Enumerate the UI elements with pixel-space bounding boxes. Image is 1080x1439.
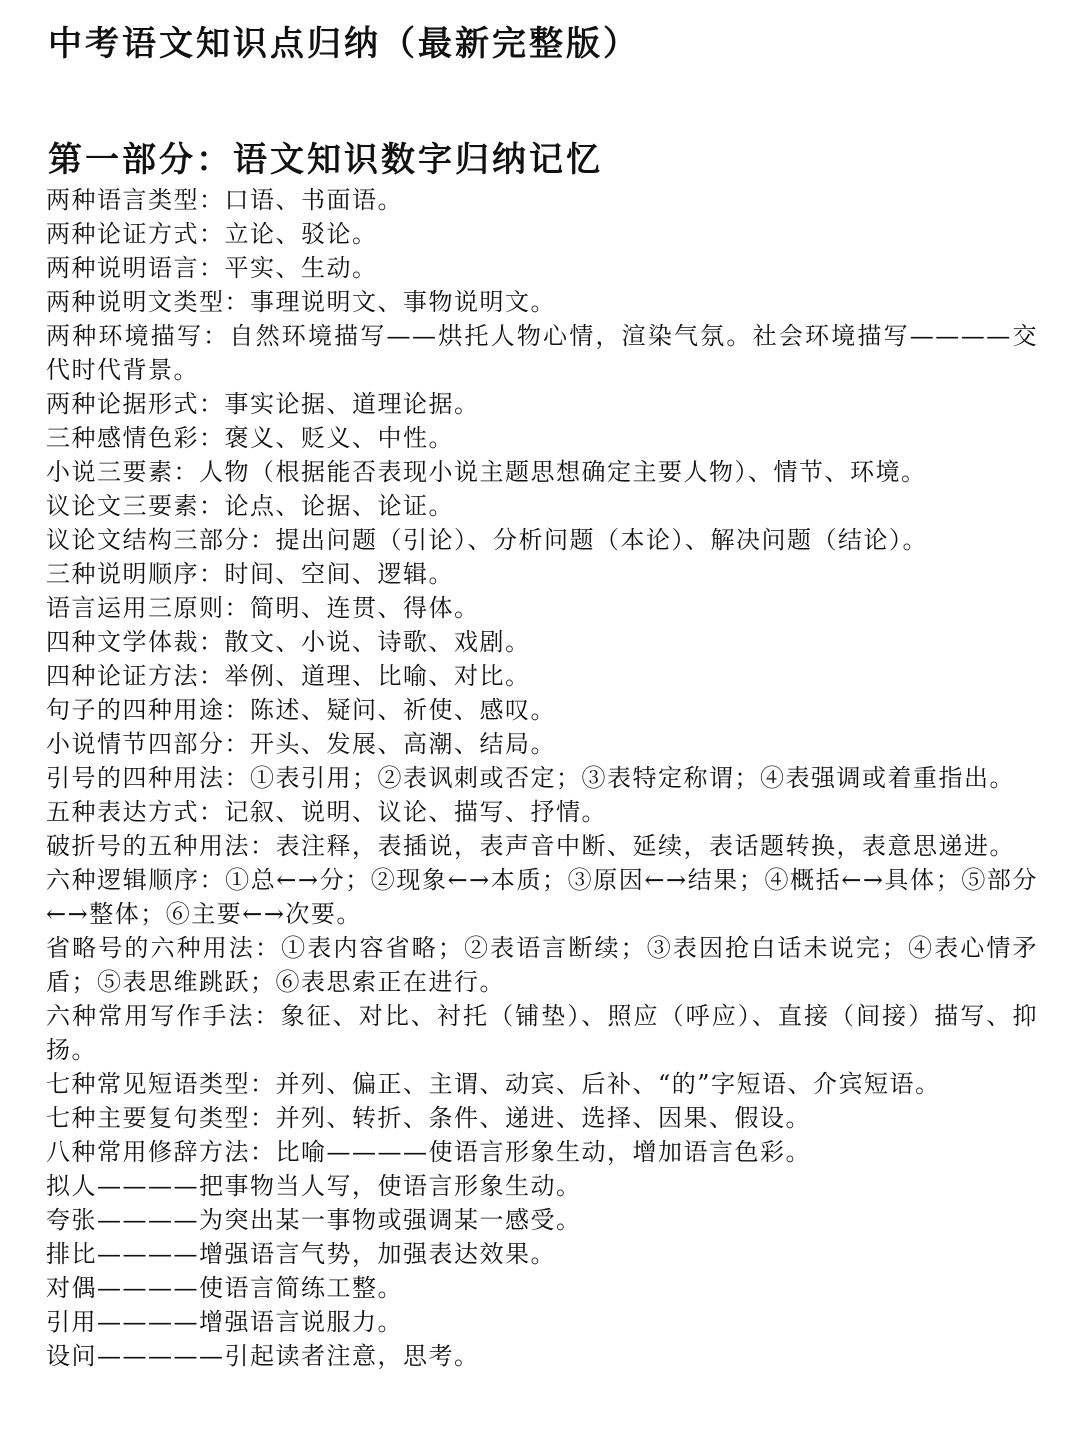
knowledge-list xyxy=(46,183,1038,1373)
list-item: 七种主要复句类型：并列、转折、条件、递进、选择、因果、假设。 xyxy=(46,1104,811,1132)
list-item: 小说情节四部分：开头、发展、高潮、结局。 xyxy=(46,730,556,758)
list-item: 议论文结构三部分：提出问题（引论）、分析问题（本论）、解决问题（结论）。 xyxy=(46,526,928,554)
list-item: 排比————增强语言气势，加强表达效果。 xyxy=(46,1240,556,1268)
list-item: 对偶————使语言简练工整。 xyxy=(46,1274,403,1302)
list-item: 七种常见短语类型：并列、偏正、主谓、动宾、后补、“的”字短语、介宾短语。 xyxy=(46,1070,941,1098)
list-item: 句子的四种用途：陈述、疑问、祈使、感叹。 xyxy=(46,696,556,724)
list-item: 三种感情色彩：褒义、贬义、中性。 xyxy=(46,424,454,452)
list-item: 破折号的五种用法：表注释，表插说，表声音中断、延续，表话题转换，表意思递进。 xyxy=(46,832,1015,860)
list-item: 拟人————把事物当人写，使语言形象生动。 xyxy=(46,1172,582,1200)
list-item: 五种表达方式：记叙、说明、议论、描写、抒情。 xyxy=(46,798,607,826)
list-item: 议论文三要素：论点、论据、论证。 xyxy=(46,492,454,520)
list-item: 两种说明语言：平实、生动。 xyxy=(46,254,378,282)
list-item: 六种逻辑顺序：①总←→分；②现象←→本质；③原因←→结果；④概括←→具体；⑤部分←→整体；⑥主要←→次要。 xyxy=(46,866,1038,928)
list-item: 小说三要素：人物（根据能否表现小说主题思想确定主要人物）、情节、环境。 xyxy=(46,458,927,486)
list-item: 四种文学体裁：散文、小说、诗歌、戏剧。 xyxy=(46,628,531,656)
section-heading: 第一部分：语文知识数字归纳记忆 xyxy=(48,140,603,180)
list-item: 引用————增强语言说服力。 xyxy=(46,1308,403,1336)
list-item: 六种常用写作手法：象征、对比、衬托（铺垫）、照应（呼应）、直接（间接）描写、抑扬。 xyxy=(46,1002,1038,1064)
list-item: 引号的四种用法：①表引用；②表讽刺或否定；③表特定称谓；④表强调或着重指出。 xyxy=(46,764,1015,792)
list-item: 夸张————为突出某一事物或强调某一感受。 xyxy=(46,1206,582,1234)
list-item: 省略号的六种用法：①表内容省略；②表语言断续；③表因抢白话未说完；④表心情矛盾；⑤表思维跳跃；⑥表思索正在进行。 xyxy=(46,934,1038,996)
list-item: 四种论证方法：举例、道理、比喻、对比。 xyxy=(46,662,531,690)
list-item: 两种语言类型：口语、书面语。 xyxy=(46,186,403,214)
list-item: 语言运用三原则：简明、连贯、得体。 xyxy=(46,594,480,622)
list-item: 两种环境描写：自然环境描写——烘托人物心情，渲染气氛。社会环境描写————交代时代背景。 xyxy=(46,322,1038,384)
list-item: 两种论证方式：立论、驳论。 xyxy=(46,220,378,248)
list-item: 两种论据形式：事实论据、道理论据。 xyxy=(46,390,480,418)
document-title: 中考语文知识点归纳（最新完整版） xyxy=(48,24,640,64)
list-item: 三种说明顺序：时间、空间、逻辑。 xyxy=(46,560,454,588)
list-item: 设问—————引起读者注意，思考。 xyxy=(46,1342,480,1370)
list-item: 两种说明文类型：事理说明文、事物说明文。 xyxy=(46,288,556,316)
list-item: 八种常用修辞方法：比喻————使语言形象生动，增加语言色彩。 xyxy=(46,1138,811,1166)
